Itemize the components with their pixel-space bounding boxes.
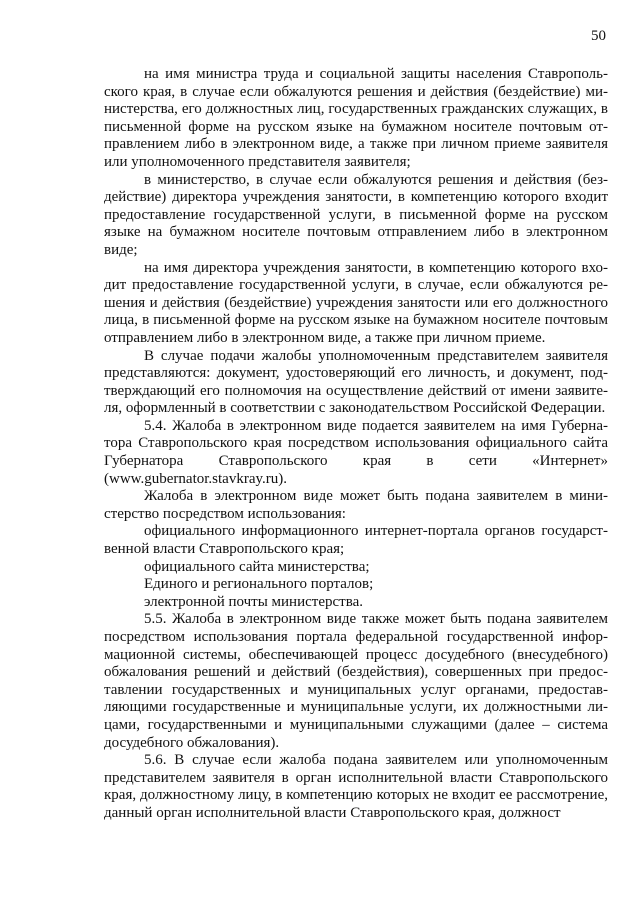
paragraph-complaint-minister: на имя министра труда и социальной защиты населения Ставропольского края, в случае если обжалуются решения и действия (бездействие) министерства, его должностных лиц, государственных гражданских служащих, в письменной форме на русском языке на бумажном носителе почтовым отправлением либо в электронном виде, а также при личном приеме заявителя или уполномоченного представителя заявителя;	[104, 66, 608, 170]
paragraph-list-website: официального сайта министерства;	[144, 558, 370, 575]
paragraph-list-portal: официального информационного интернет-портала органов государственной власти Ставропольского края;	[104, 523, 608, 558]
paragraph-5-4: 5.4. Жалоба в электронном виде подается заявителем на имя Губернатора Ставропольского края посредством использования официального сайта Губернатора Ставропольского края в сети «Интернет» (www.gubernator.stavkray.ru).	[104, 417, 608, 487]
paragraph-complaint-director: на имя директора учреждения занятости, в компетенцию которого входит предоставление государственной услуги, в случае, если обжалуются решения и действия (бездействие) учреждения занятости или его должностного лица, в письменной форме на русском языке на бумажном носителе почтовым отправлением либо в электронном виде, а также при личном приеме.	[104, 259, 608, 346]
page-number: 50	[591, 28, 606, 44]
paragraph-representative-documents: В случае подачи жалобы уполномоченным представителем заявителя представляются: документ, удостоверяющий его личность, и документ, подтверждающий его полномочия на осуществление действий от имени заявителя, оформленный в соответствии с законодательством Российской Федерации.	[104, 347, 608, 417]
paragraph-complaint-ministry: в министерство, в случае если обжалуются решения и действия (бездействие) директора учреждения занятости, в компетенцию которого входит предоставление государственной услуги, в письменной форме на русском языке на бумажном носителе почтовым отправлением либо в электронном виде;	[104, 171, 608, 258]
paragraph-list-portals: Единого и регионального порталов;	[144, 576, 374, 593]
paragraph-list-email: электронной почты министерства.	[144, 593, 363, 610]
paragraph-electronic-ministry: Жалоба в электронном виде может быть подана заявителем в министерство посредством использования:	[104, 488, 608, 522]
paragraph-5-6: 5.6. В случае если жалоба подана заявителем или уполномоченным представителем заявителя в орган исполнительной власти Ставропольского края, должностному лицу, в компетенцию которых не входит ее рассмотрение, данный орган исполнительной власти Ставропольского края, должност	[104, 752, 608, 821]
paragraph-5-5: 5.5. Жалоба в электронном виде также может быть подана заявителем посредством использования портала федеральной государственной информационной системы, обеспечивающей процесс досудебного (внесудебного) обжалования решений и действий (бездействия), совершенных при предоставлении государственных и муниципальных услуг органами, предоставляющими государственные и муниципальные услуги, их должностными лицами, государственными и муниципальными служащими (далее – система досудебного обжалования).	[104, 611, 608, 751]
document-body	[104, 66, 608, 823]
